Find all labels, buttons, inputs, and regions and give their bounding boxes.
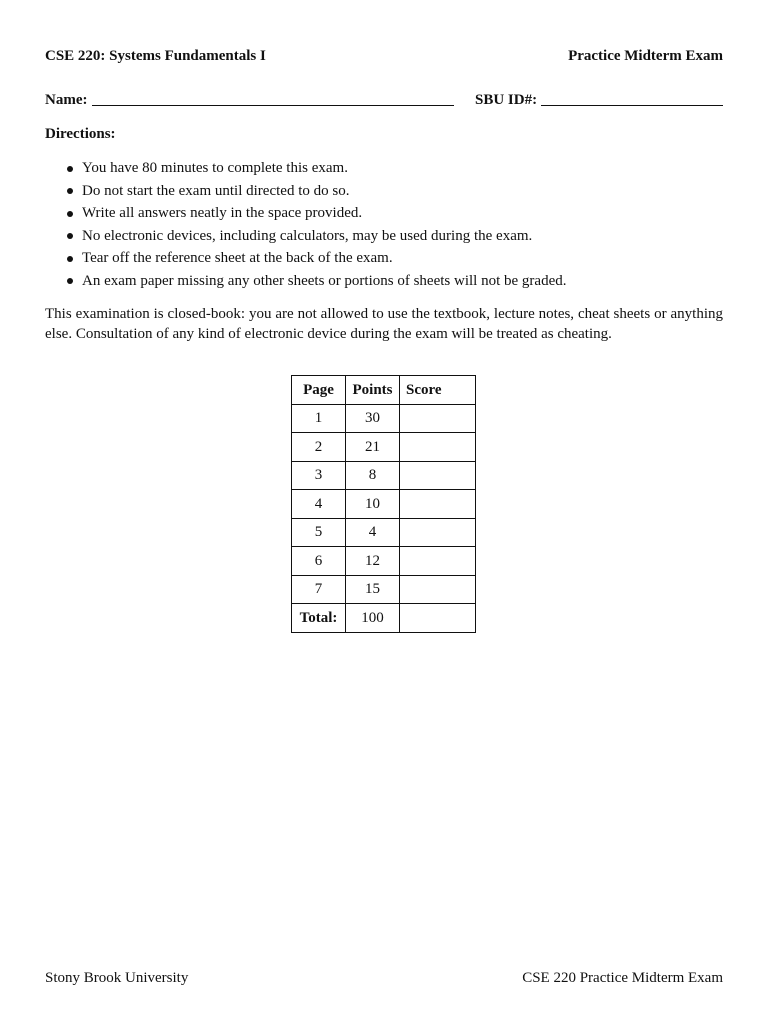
directions-item-text: Tear off the reference sheet at the back of the exam. [82,250,393,266]
page-cell: 6 [292,547,346,576]
table-total-row [292,604,476,633]
page-cell: 4 [292,490,346,519]
points-cell: 8 [346,461,400,490]
directions-heading: Directions: [45,126,116,142]
closed-book-notice: This examination is closed-book: you are not allowed to use the textbook, lecture notes, cheat sheets or anything else. Consultation of any kind of electronic device during the exam will be treated as cheating. [45,306,723,342]
table-header-row [292,376,476,405]
points-cell: 4 [346,518,400,547]
bullet-icon [67,211,73,217]
total-points-cell: 100 [346,604,400,633]
directions-item-text: No electronic devices, including calculators, may be used during the exam. [82,227,533,244]
points-cell: 12 [346,547,400,576]
directions-item-text: You have 80 minutes to complete this exam. [82,160,348,176]
table-row [292,547,476,576]
page-cell: 3 [292,461,346,490]
list-item [45,159,566,182]
points-cell: 21 [346,433,400,462]
score-cell[interactable] [400,547,476,576]
list-item [45,182,566,205]
column-header-page: Page [292,376,346,405]
table-row [292,461,476,490]
table-row [292,518,476,547]
directions-list [45,159,566,294]
page-cell: 1 [292,404,346,433]
bullet-icon [67,278,73,284]
sbu-id-label: SBU ID#: [475,92,538,108]
score-cell[interactable] [400,404,476,433]
list-item [45,227,566,250]
score-cell[interactable] [400,433,476,462]
points-cell: 30 [346,404,400,433]
list-item [45,249,566,272]
directions-item-text: Do not start the exam until directed to do so. [82,182,350,199]
bullet-icon [67,188,73,194]
list-item [45,204,566,227]
column-header-score: Score [400,376,476,405]
name-label: Name: [45,92,88,108]
total-label: Total: [292,604,346,633]
score-cell[interactable] [400,490,476,519]
page-cell: 7 [292,575,346,604]
bullet-icon [67,166,73,172]
student-info-row [45,91,723,111]
course-title: CSE 220: Systems Fundamentals I [45,48,266,64]
score-cell[interactable] [400,575,476,604]
footer-university: Stony Brook University [45,970,189,986]
page-cell: 2 [292,433,346,462]
directions-item-text: Write all answers neatly in the space provided. [82,205,363,221]
bullet-icon [67,256,73,262]
directions-item-text: An exam paper missing any other sheets or portions of sheets will not be graded. [82,272,567,289]
name-field[interactable] [92,105,454,106]
score-table [291,375,476,633]
bullet-icon [67,233,73,239]
table-row [292,404,476,433]
points-cell: 10 [346,490,400,519]
points-cell: 15 [346,575,400,604]
exam-title: Practice Midterm Exam [568,48,723,64]
list-item [45,272,566,295]
table-row [292,433,476,462]
footer-exam-title: CSE 220 Practice Midterm Exam [522,970,723,986]
table-row [292,575,476,604]
sbu-id-field[interactable] [541,105,723,106]
page-cell: 5 [292,518,346,547]
total-score-cell[interactable] [400,604,476,633]
column-header-points: Points [346,376,400,405]
score-cell[interactable] [400,461,476,490]
table-row [292,490,476,519]
score-cell[interactable] [400,518,476,547]
